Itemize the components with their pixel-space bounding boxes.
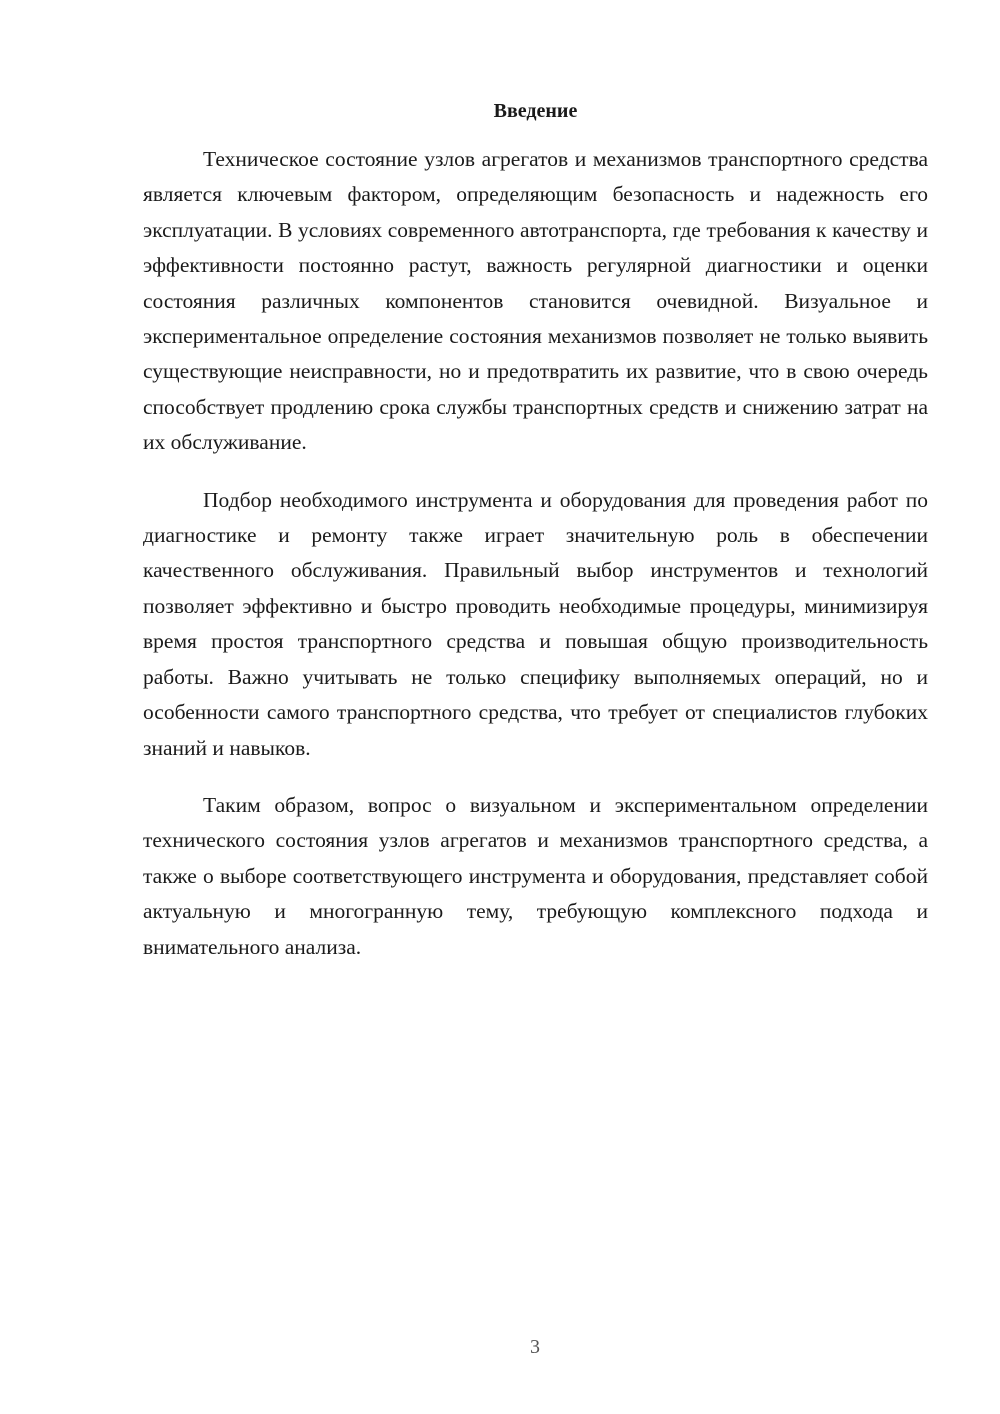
page-number: 3 [530, 1336, 540, 1358]
section-heading: Введение [493, 100, 578, 122]
paragraph-3: Таким образом, вопрос о визуальном и экспериментальном определении технического состояния узлов агрегатов и механизмов транспортного средства, а также о выборе соответствующего инструмента и оборудования, представляет собой актуальную и многогранную тему, требующую комплексного подхода и внимательного анализа. [143, 792, 928, 959]
document-body [143, 142, 928, 987]
paragraph-1: Техническое состояние узлов агрегатов и механизмов транспортного средства является ключевым фактором, определяющим безопасность и надежность его эксплуатации. В условиях современного автотранспорта, где требования к качеству и эффективности постоянно растут, важность регулярной диагностики и оценки состояния различных компонентов становится очевидной. Визуальное и экспериментальное определение состояния механизмов позволяет не только выявить существующие неисправности, но и предотвратить их развитие, что в свою очередь способствует продлению срока службы транспортных средств и снижению затрат на их обслуживание. [143, 147, 928, 455]
paragraph-2: Подбор необходимого инструмента и оборудования для проведения работ по диагностике и ремонту также играет значительную роль в обеспечении качественного обслуживания. Правильный выбор инструментов и технологий позволяет эффективно и быстро проводить необходимые процедуры, минимизируя время простоя транспортного средства и повышая общую производительность работы. Важно учитывать не только специфику выполняемых операций, но и особенности самого транспортного средства, что требует от специалистов глубоких знаний и навыков. [143, 487, 928, 760]
